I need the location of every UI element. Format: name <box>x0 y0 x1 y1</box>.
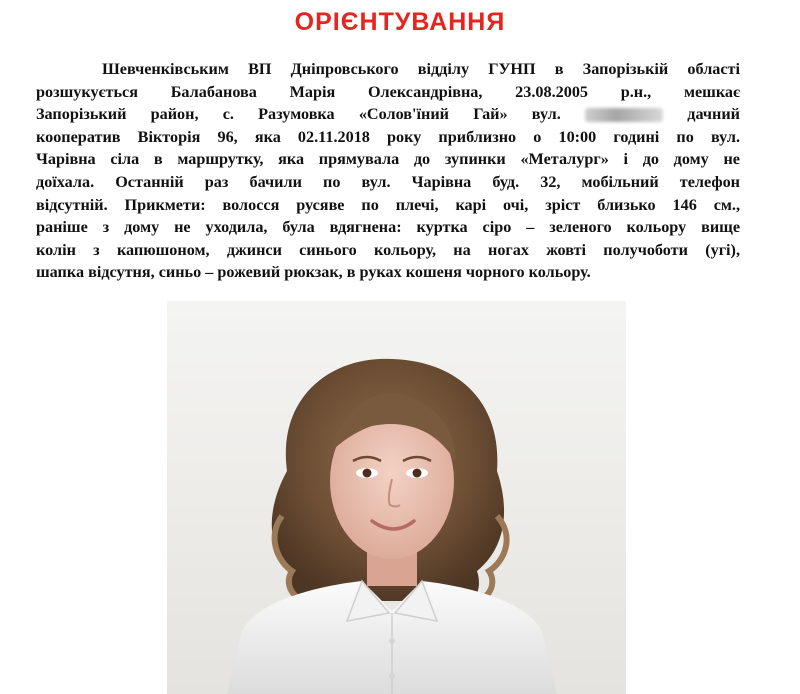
address-text: Запорізький район, с. Разумовка «Солов'їний Гай» вул. <box>36 105 561 124</box>
text-line: Чарівна сіла в маршрутку, яка прямувала до зупинки «Металург» і до дому не <box>36 150 740 169</box>
portrait-photo <box>167 301 626 694</box>
page-title: ОРІЄНТУВАННЯ <box>294 8 506 36</box>
text-line: колін з капюшоном, джинси синього кольору, на ногах жовті получоботи (угі), <box>36 240 740 259</box>
redacted-blur <box>585 108 663 122</box>
text-line: розшукується Балабанова Марія Олександрівна, 23.08.2005 р.н., мешкає <box>36 82 740 101</box>
text-line: раніше з дому не уходила, була вдягнена: куртка сіро – зеленого кольору вище <box>36 218 740 237</box>
notice-text <box>36 58 740 284</box>
text-line: відсутній. Прикмети: волосся русяве по плечі, карі очі, зріст близько 146 см., <box>36 195 740 214</box>
text-line: доїхала. Останній раз бачили по вул. Чарівна буд. 32, мобільний телефон <box>36 172 740 191</box>
portrait-illustration <box>167 301 626 694</box>
text-line: кооператив Вікторія 96, яка 02.11.2018 року приблизно о 10:00 годині по вул. <box>36 127 740 146</box>
text-line-address <box>36 103 740 126</box>
address-tail: дачний <box>687 105 740 124</box>
text-line: шапка відсутня, синьо – рожевий рюкзак, в руках кошеня чорного кольору. <box>36 263 591 282</box>
text-line: Шевченківським ВП Дніпровського відділу ГУНП в Запорізькій області <box>102 60 740 78</box>
